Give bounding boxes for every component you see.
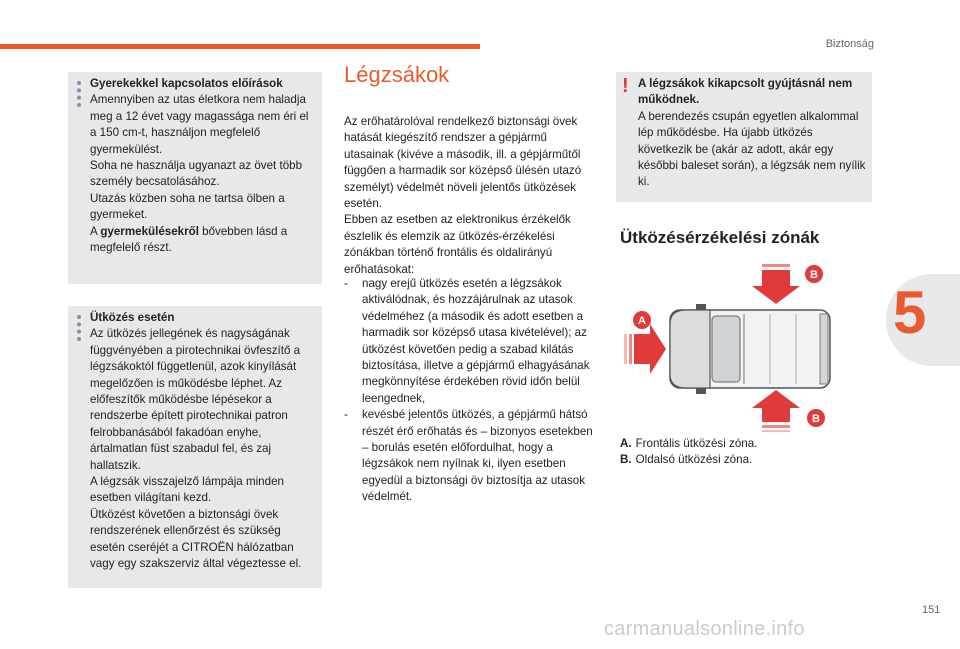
ref-bold: gyermekülésekről <box>100 224 199 238</box>
ref-suffix: bővebben lásd a megfelelő részt. <box>90 224 288 255</box>
list-item-text: kevésbé jelentős ütközés, a gépjármű hátsó részét érő erőhatás és – bizonyos esetekben – borulás esetén előfordulhat, hogy a légzsákok nem nyílnak ki, ilyen esetben egyedül a biztonsági öv biztosítja az utasok védelmét. <box>362 408 593 504</box>
page-number: 151 <box>922 604 941 616</box>
ref-prefix: A <box>90 224 101 238</box>
marker-b-bottom: B <box>812 413 820 425</box>
intro-paragraph: Ebben az esetben az elektronikus érzékelők észlelik és elemzik az ütközés-érzékelési zónákban történő frontális és oldalirányú erőhatásokat: <box>344 213 571 276</box>
legend-text: Oldalsó ütközési zóna. <box>635 453 753 467</box>
legend-text: Frontális ütközési zóna. <box>635 437 758 450</box>
marker-a: A <box>638 315 646 327</box>
warning-exclamation-icon: ! <box>622 75 629 97</box>
van-top-view <box>670 304 830 394</box>
child-box-line: Utazás közben soha ne tartsa ölben a gyermeket. <box>90 191 285 222</box>
list-item-text: nagy erejű ütközés esetén a légzsákok aktiválódnak, és hozzájárulnak az utasok védelméhez (a második és adott esetben a harmadik sor középső utasa kivételével); az ütközést követően pedig a szabad kilátás biztosítása, illetve a gépjármű elhagyásának megkönnyítése érdekében rövid időn belül leengednek, <box>362 277 590 405</box>
collision-box-line: Az ütközés jellegének és nagyságának függvényében a pirotechnikai övfeszítő a légzsákoktól függetlenül, azok kinyílását megelőzően is működésbe léphet. Az előfeszítők működésbe lépésekor a rendszerbe épített pirotechnikai patron felrobbanásából fakadóan enyhe, ártalmatlan füst szabadul fel, és zaj hallatszik. <box>90 327 301 472</box>
legend-key: A. <box>620 437 632 450</box>
dash-marker: - <box>344 408 348 422</box>
child-box-line: Amennyiben az utas életkora nem haladja meg a 12 évet vagy magassága nem éri el a 150 cm-t, használjon megfelelő gyermekülést. <box>90 93 309 156</box>
section-label: Biztonság <box>825 38 874 50</box>
warning-infobox <box>616 72 872 202</box>
intro-paragraph: Az erőhatárolóval rendelkező biztonsági övek hatását kiegészítő rendszer a gépjármű utasainak (kivéve a második, ill. a gépjárműtől függően a harmadik sor középső ülésén utazó személyt) védelmét növeli jelentős ütközések esetén. <box>344 115 582 211</box>
collision-box-line: A légzsák visszajelző lámpája minden esetben világítani kezd. <box>90 475 284 505</box>
side-impact-arrow-top <box>752 262 800 304</box>
page-title: Légzsákok <box>344 62 450 87</box>
warning-box-text: A berendezés csupán egyetlen alkalommal lép működésbe. Ha újabb ütközés következik be (akár az adott, akár egy későbbi baleset során), a légzsák nem nyílik ki. <box>638 109 866 189</box>
impact-zones-diagram <box>620 262 840 432</box>
zones-heading: Ütközésérzékelési zónák <box>620 228 820 247</box>
watermark: carmanualsonline.info <box>604 618 805 640</box>
child-box-reference <box>90 224 316 257</box>
intro-text <box>344 114 596 278</box>
front-impact-arrow <box>624 324 666 374</box>
collision-box-line: Ütközést követően a biztonsági övek rendszerének ellenőrzést és szükség esetén cseréjét a CITROËN hálózatban vagy egy szakszerviz által végeztesse el. <box>90 507 302 571</box>
info-marker-icon <box>77 81 85 107</box>
side-impact-arrow-bottom <box>752 390 800 432</box>
info-marker-icon <box>77 315 85 341</box>
legend-key: B. <box>620 453 632 467</box>
legend-item <box>620 452 757 468</box>
bullet-list <box>344 276 600 506</box>
collision-infobox <box>68 306 322 588</box>
child-safety-infobox <box>68 72 322 284</box>
top-accent-bar <box>0 44 480 49</box>
child-box-line: Soha ne használja ugyanazt az övet több személy becsatolásához. <box>90 159 303 189</box>
zones-legend <box>620 436 757 469</box>
child-box-title: Gyerekekkel kapcsolatos előírások <box>90 77 283 90</box>
warning-box-title: A légzsákok kikapcsolt gyújtásnál nem működnek. <box>638 77 853 107</box>
dash-marker: - <box>344 277 348 290</box>
marker-b-top: B <box>810 269 818 281</box>
legend-item <box>620 436 757 452</box>
chapter-number: 5 <box>893 279 927 346</box>
list-item <box>344 407 600 505</box>
collision-box-title: Ütközés esetén <box>90 311 175 324</box>
list-item <box>344 276 600 407</box>
